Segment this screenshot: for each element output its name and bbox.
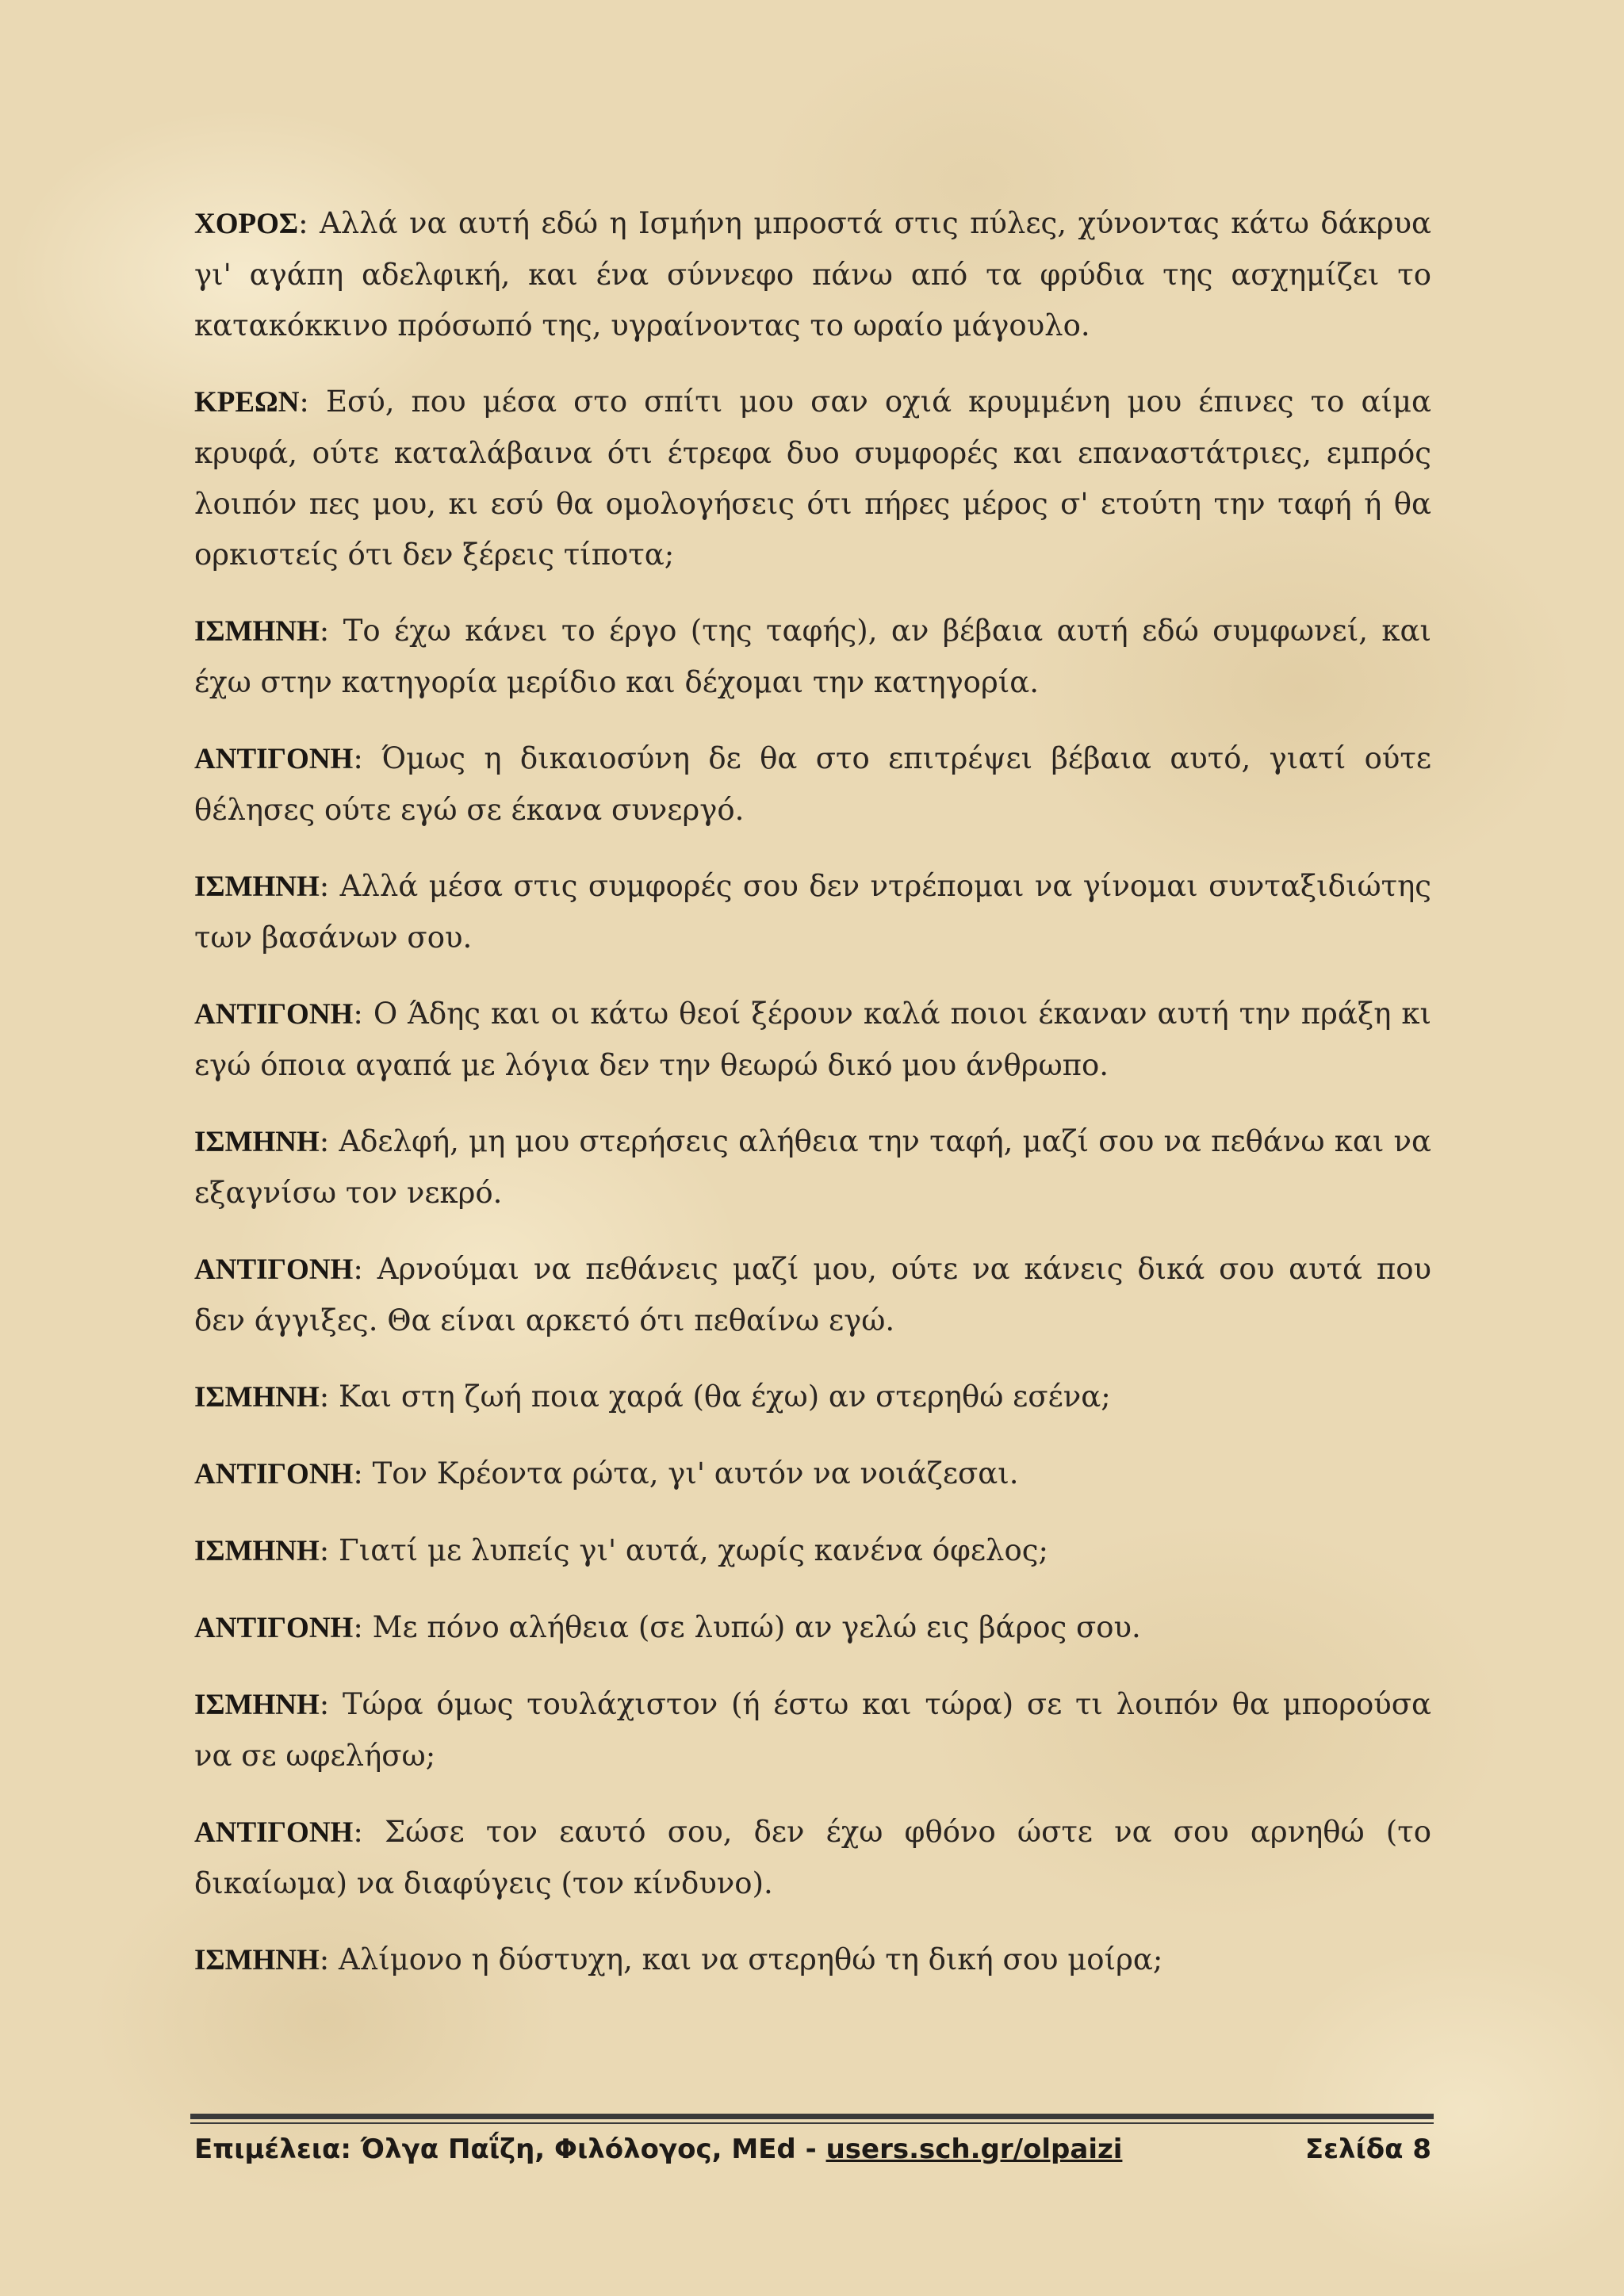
speech-text: Ο Άδης και οι κάτω θεοί ξέρουν καλά ποιοι έκαναν αυτή την πράξη κι εγώ όποια αγαπά με λόγια δεν την θεωρώ δικό μου άνθρωπο. — [194, 997, 1432, 1082]
footer-divider-thin — [190, 2122, 1434, 2124]
speech-text: Αρνούμαι να πεθάνεις μαζί μου, ούτε να κάνεις δικά σου αυτά που δεν άγγιξες. Θα είναι αρκετό ότι πεθαίνω εγώ. — [194, 1252, 1431, 1337]
speech-text: Αλίμονο η δύστυχη, και να στερηθώ τη δική σου μοίρα; — [339, 1942, 1163, 1976]
speaker-name: ΙΣΜΗΝΗ — [194, 871, 320, 903]
speaker-name: ΙΣΜΗΝΗ — [194, 1689, 320, 1721]
dialogue-paragraph: ΑΝΤΙΓΟΝΗ: Όμως η δικαιοσύνη δε θα στο επιτρέψει βέβαια αυτό, γιατί ούτε θέλησες ούτε εγώ σε έκανα συνεργό. — [194, 741, 1431, 827]
footer-credit — [194, 2128, 1122, 2171]
speaker-name: ΑΝΤΙΓΟΝΗ — [194, 1458, 354, 1490]
dialogue-paragraph: ΑΝΤΙΓΟΝΗ: Με πόνο αλήθεια (σε λυπώ) αν γελώ εις βάρος σου. — [194, 1610, 1141, 1644]
speech-text: Αλλά να αυτή εδώ η Ισμήνη μπροστά στις πύλες, χύνοντας κάτω δάκρυα γι' αγάπη αδελφική, και ένα σύννεφο πάνω από τα φρύδια της ασχημίζει το κατακόκκινο πρόσωπό της, υγραίνοντας το ωραίο μάγουλο. — [194, 206, 1431, 342]
dialogue-paragraph: ΧΟΡΟΣ: Αλλά να αυτή εδώ η Ισμήνη μπροστά στις πύλες, χύνοντας κάτω δάκρυα γι' αγάπη αδελφική, και ένα σύννεφο πάνω από τα φρύδια της ασχημίζει το κατακόκκινο πρόσωπό της, υγραίνοντας το ωραίο μάγουλο. — [194, 206, 1431, 342]
dialogue-paragraph: ΙΣΜΗΝΗ: Αλίμονο η δύστυχη, και να στερηθώ τη δική σου μοίρα; — [194, 1942, 1163, 1976]
speech-text: Γιατί με λυπείς γι' αυτά, χωρίς κανένα όφελος; — [339, 1533, 1048, 1567]
dialogue-paragraph: ΙΣΜΗΝΗ: Αλλά μέσα στις συμφορές σου δεν ντρέπομαι να γίνομαι συνταξιδιώτης των βασάνων σου. — [194, 869, 1431, 955]
speaker-name: ΙΣΜΗΝΗ — [194, 1126, 320, 1158]
dialogue-paragraph: ΑΝΤΙΓΟΝΗ: Ο Άδης και οι κάτω θεοί ξέρουν καλά ποιοι έκαναν αυτή την πράξη κι εγώ όποια αγαπά με λόγια δεν την θεωρώ δικό μου άνθρωπο. — [194, 997, 1432, 1082]
footer-website-link[interactable]: users.sch.gr/olpaizi — [825, 2133, 1123, 2165]
speaker-name: ΙΣΜΗΝΗ — [194, 615, 320, 648]
speaker-name: ΧΟΡΟΣ — [194, 208, 299, 240]
dialogue-paragraph: ΙΣΜΗΝΗ: Αδελφή, μη μου στερήσεις αλήθεια την ταφή, μαζί σου να πεθάνω και να εξαγνίσω τον νεκρό. — [194, 1124, 1431, 1210]
speaker-name: ΚΡΕΩΝ — [194, 386, 300, 419]
speech-text: Όμως η δικαιοσύνη δε θα στο επιτρέψει βέβαια αυτό, γιατί ούτε θέλησες ούτε εγώ σε έκανα συνεργό. — [194, 741, 1431, 827]
footer-divider — [190, 2114, 1434, 2119]
dialogue-paragraph: ΙΣΜΗΝΗ: Και στη ζωή ποια χαρά (θα έχω) αν στερηθώ εσένα; — [194, 1380, 1111, 1414]
dialogue-paragraph: ΚΡΕΩΝ: Εσύ, που μέσα στο σπίτι μου σαν οχιά κρυμμένη μου έπινες το αίμα κρυφά, ούτε καταλάβαινα ότι έτρεφα δυο συμφορές και επαναστάτριες, εμπρός λοιπόν πες μου, κι εσύ θα ομολογήσεις ότι πήρες μέρος σ' ετούτη την ταφή ή θα ορκιστείς ότι δεν ξέρεις τίποτα; — [194, 385, 1431, 572]
speech-text: Αδελφή, μη μου στερήσεις αλήθεια την ταφή, μαζί σου να πεθάνω και να εξαγνίσω τον νεκρό. — [194, 1124, 1431, 1210]
speech-text: Το έχω κάνει το έργο (της ταφής), αν βέβαια αυτή εδώ συμφωνεί, και έχω στην κατηγορία μερίδιο και δέχομαι την κατηγορία. — [194, 614, 1431, 699]
dialogue-paragraph: ΙΣΜΗΝΗ: Γιατί με λυπείς γι' αυτά, χωρίς κανένα όφελος; — [194, 1533, 1048, 1567]
speaker-name: ΑΝΤΙΓΟΝΗ — [194, 1612, 354, 1644]
speech-text: Αλλά μέσα στις συμφορές σου δεν ντρέπομαι να γίνομαι συνταξιδιώτης των βασάνων σου. — [194, 869, 1431, 955]
dialogue-paragraph: ΑΝΤΙΓΟΝΗ: Τον Κρέοντα ρώτα, γι' αυτόν να νοιάζεσαι. — [194, 1456, 1019, 1490]
page-number: Σελίδα 8 — [1304, 2133, 1431, 2165]
speaker-name: ΙΣΜΗΝΗ — [194, 1944, 320, 1976]
speaker-name: ΑΝΤΙΓΟΝΗ — [194, 1253, 354, 1286]
speaker-name: ΑΝΤΙΓΟΝΗ — [194, 743, 354, 775]
dialogue-paragraph: ΙΣΜΗΝΗ: Το έχω κάνει το έργο (της ταφής), αν βέβαια αυτή εδώ συμφωνεί, και έχω στην κατηγορία μερίδιο και δέχομαι την κατηγορία. — [194, 614, 1431, 699]
speech-text: Και στη ζωή ποια χαρά (θα έχω) αν στερηθώ εσένα; — [339, 1380, 1111, 1414]
speech-text: Με πόνο αλήθεια (σε λυπώ) αν γελώ εις βάρος σου. — [372, 1610, 1141, 1644]
speech-text: Τον Κρέοντα ρώτα, γι' αυτόν να νοιάζεσαι. — [372, 1456, 1019, 1490]
dialogue-paragraph: ΑΝΤΙΓΟΝΗ: Σώσε τον εαυτό σου, δεν έχω φθόνο ώστε να σου αρνηθώ (το δικαίωμα) να διαφύγεις (τον κίνδυνο). — [194, 1815, 1431, 1900]
speaker-name: ΙΣΜΗΝΗ — [194, 1535, 320, 1567]
speaker-name: ΑΝΤΙΓΟΝΗ — [194, 1816, 354, 1849]
speech-text: Εσύ, που μέσα στο σπίτι μου σαν οχιά κρυμμένη μου έπινες το αίμα κρυφά, ούτε καταλάβαινα ότι έτρεφα δυο συμφορές και επαναστάτριες, εμπρός λοιπόν πες μου, κι εσύ θα ομολογήσεις ότι πήρες μέρος σ' ετούτη την ταφή ή θα ορκιστείς ότι δεν ξέρεις τίποτα; — [194, 385, 1431, 572]
speaker-name: ΑΝΤΙΓΟΝΗ — [194, 998, 354, 1031]
speaker-name: ΙΣΜΗΝΗ — [194, 1381, 320, 1414]
dialogue-paragraph: ΑΝΤΙΓΟΝΗ: Αρνούμαι να πεθάνεις μαζί μου, ούτε να κάνεις δικά σου αυτά που δεν άγγιξες. Θα είναι αρκετό ότι πεθαίνω εγώ. — [194, 1252, 1431, 1337]
page-footer — [194, 2128, 1431, 2171]
speech-text: Τώρα όμως τουλάχιστον (ή έστω και τώρα) σε τι λοιπόν θα μπορούσα να σε ωφελήσω; — [194, 1687, 1431, 1773]
speech-text: Σώσε τον εαυτό σου, δεν έχω φθόνο ώστε να σου αρνηθώ (το δικαίωμα) να διαφύγεις (τον κίνδυνο). — [194, 1815, 1431, 1900]
dialogue-text — [194, 198, 1431, 2011]
dialogue-paragraph: ΙΣΜΗΝΗ: Τώρα όμως τουλάχιστον (ή έστω και τώρα) σε τι λοιπόν θα μπορούσα να σε ωφελήσω; — [194, 1687, 1431, 1773]
footer-credit-text: Επιμέλεια: Όλγα Παΐζη, Φιλόλογος, MEd - — [194, 2133, 826, 2165]
